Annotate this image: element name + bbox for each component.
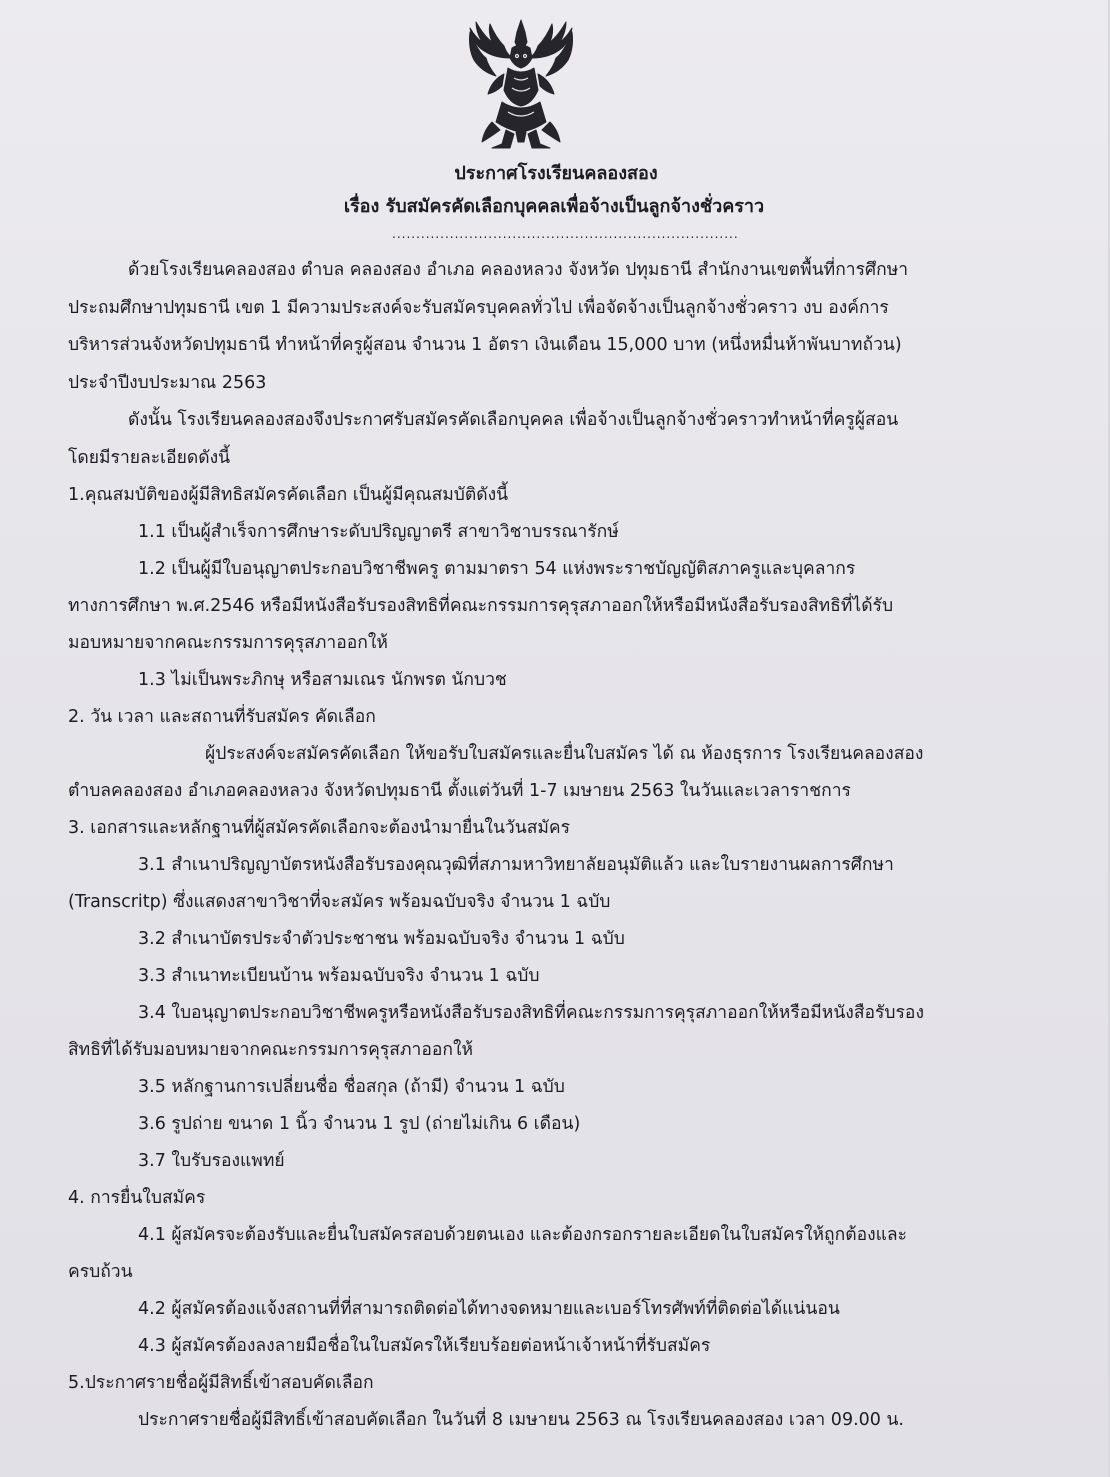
section-heading: 2. วัน เวลา และสถานที่รับสมัคร คัดเลือก [68, 707, 376, 727]
section-heading: 4. การยื่นใบสมัคร [68, 1188, 206, 1208]
body-line: บริหารส่วนจังหวัดปทุมธานี ทำหน้าที่ครูผู้สอน จำนวน 1 อัตรา เงินเดือน 15,000 บาท (หนึ่งหมื่นห้าพันบาทถ้วน) [68, 335, 902, 355]
body-line: โดยมีรายละเอียดดังนี้ [68, 448, 231, 468]
garuda-emblem-icon [462, 18, 580, 150]
body-line: ประกาศรายชื่อผู้มีสิทธิ์เข้าสอบคัดเลือก ในวันที่ 8 เมษายน 2563 ณ โรงเรียนคลองสอง เวลา 09.00 น. [138, 1410, 904, 1430]
announcement-title: ประกาศโรงเรียนคลองสอง [454, 163, 658, 184]
list-item: 4.1 ผู้สมัครจะต้องรับและยื่นใบสมัครสอบด้วยตนเอง และต้องกรอกรายละเอียดในใบสมัครให้ถูกต้องและ [138, 1225, 908, 1245]
body-line: ประจำปีงบประมาณ 2563 [68, 373, 267, 393]
body-line: (Transcritp) ซึ่งแสดงสาขาวิชาที่จะสมัคร พร้อมฉบับจริง จำนวน 1 ฉบับ [68, 892, 611, 912]
list-item: 1.3 ไม่เป็นพระภิกษุ หรือสามเณร นักพรต นักบวช [138, 670, 507, 690]
body-line: สิทธิที่ได้รับมอบหมายจากคณะกรรมการคุรุสภาออกให้ [68, 1040, 474, 1060]
body-line: ผู้ประสงค์จะสมัครคัดเลือก ให้ขอรับใบสมัครและยื่นใบสมัคร ได้ ณ ห้องธุรการ โรงเรียนคลองสอง [205, 744, 924, 764]
body-line: ดังนั้น โรงเรียนคลองสองจึงประกาศรับสมัครคัดเลือกบุคคล เพื่อจ้างเป็นลูกจ้างชั่วคราวทำหน้าที่ครูผู้สอน [128, 410, 899, 430]
list-item: 4.2 ผู้สมัครต้องแจ้งสถานที่ที่สามารถติดต่อได้ทางจดหมายและเบอร์โทรศัพท์ที่ติดต่อได้แน่นอน [138, 1299, 840, 1319]
list-item: 1.1 เป็นผู้สำเร็จการศึกษาระดับปริญญาตรี สาขาวิชาบรรณารักษ์ [138, 522, 619, 542]
body-line: ครบถ้วน [68, 1262, 133, 1282]
section-heading: 3. เอกสารและหลักฐานที่ผู้สมัครคัดเลือกจะต้องนำมายื่นในวันสมัคร [68, 818, 571, 838]
title-separator: ........................................................................ [392, 227, 739, 241]
list-item: 3.4 ใบอนุญาตประกอบวิชาชีพครูหรือหนังสือรับรองสิทธิที่คณะกรรมการคุรุสภาออกให้หรือมีหนังสือรับรอง [138, 1003, 924, 1023]
announcement-subject: เรื่อง รับสมัครคัดเลือกบุคคลเพื่อจ้างเป็นลูกจ้างชั่วคราว [343, 196, 765, 217]
list-item: 4.3 ผู้สมัครต้องลงลายมือชื่อในใบสมัครให้เรียบร้อยต่อหน้าเจ้าหน้าที่รับสมัคร [138, 1336, 711, 1356]
section-heading: 1.คุณสมบัติของผู้มีสิทธิสมัครคัดเลือก เป็นผู้มีคุณสมบัติดังนี้ [68, 485, 509, 505]
section-heading: 5.ประกาศรายชื่อผู้มีสิทธิ์เข้าสอบคัดเลือก [68, 1373, 374, 1393]
list-item: 3.2 สำเนาบัตรประจำตัวประชาชน พร้อมฉบับจริง จำนวน 1 ฉบับ [138, 929, 625, 949]
list-item: 3.1 สำเนาปริญญาบัตรหนังสือรับรองคุณวุฒิที่สภามหาวิทยาลัยอนุมัติแล้ว และใบรายงานผลการศึกษา [138, 855, 894, 875]
list-item: 3.7 ใบรับรองแพทย์ [138, 1151, 285, 1171]
body-line: มอบหมายจากคณะกรรมการคุรุสภาออกให้ [68, 633, 388, 653]
body-line: ทางการศึกษา พ.ศ.2546 หรือมีหนังสือรับรองสิทธิที่คณะกรรมการคุรุสภาออกให้หรือมีหนังสือรับรองสิทธิที่ได้รับ [68, 596, 894, 616]
list-item: 3.6 รูปถ่าย ขนาด 1 นิ้ว จำนวน 1 รูป (ถ่ายไม่เกิน 6 เดือน) [138, 1114, 581, 1134]
body-line: ด้วยโรงเรียนคลองสอง ตำบล คลองสอง อำเภอ คลองหลวง จังหวัด ปทุมธานี สำนักงานเขตพื้นที่การศึกษา [128, 260, 909, 280]
list-item: 3.3 สำเนาทะเบียนบ้าน พร้อมฉบับจริง จำนวน 1 ฉบับ [138, 966, 540, 986]
body-line: ประถมศึกษาปทุมธานี เขต 1 มีความประสงค์จะรับสมัครบุคคลทั่วไป เพื่อจัดจ้างเป็นลูกจ้างชั่วคราว งบ องค์การ [68, 298, 889, 318]
body-line: ตำบลคลองสอง อำเภอคลองหลวง จังหวัดปทุมธานี ตั้งแต่วันที่ 1-7 เมษายน 2563 ในวันและเวลาราชการ [68, 781, 851, 801]
list-item: 1.2 เป็นผู้มีใบอนุญาตประกอบวิชาชีพครู ตามมาตรา 54 แห่งพระราชบัญญัติสภาครูและบุคลากร [138, 559, 856, 579]
list-item: 3.5 หลักฐานการเปลี่ยนชื่อ ชื่อสกุล (ถ้ามี) จำนวน 1 ฉบับ [138, 1077, 565, 1097]
